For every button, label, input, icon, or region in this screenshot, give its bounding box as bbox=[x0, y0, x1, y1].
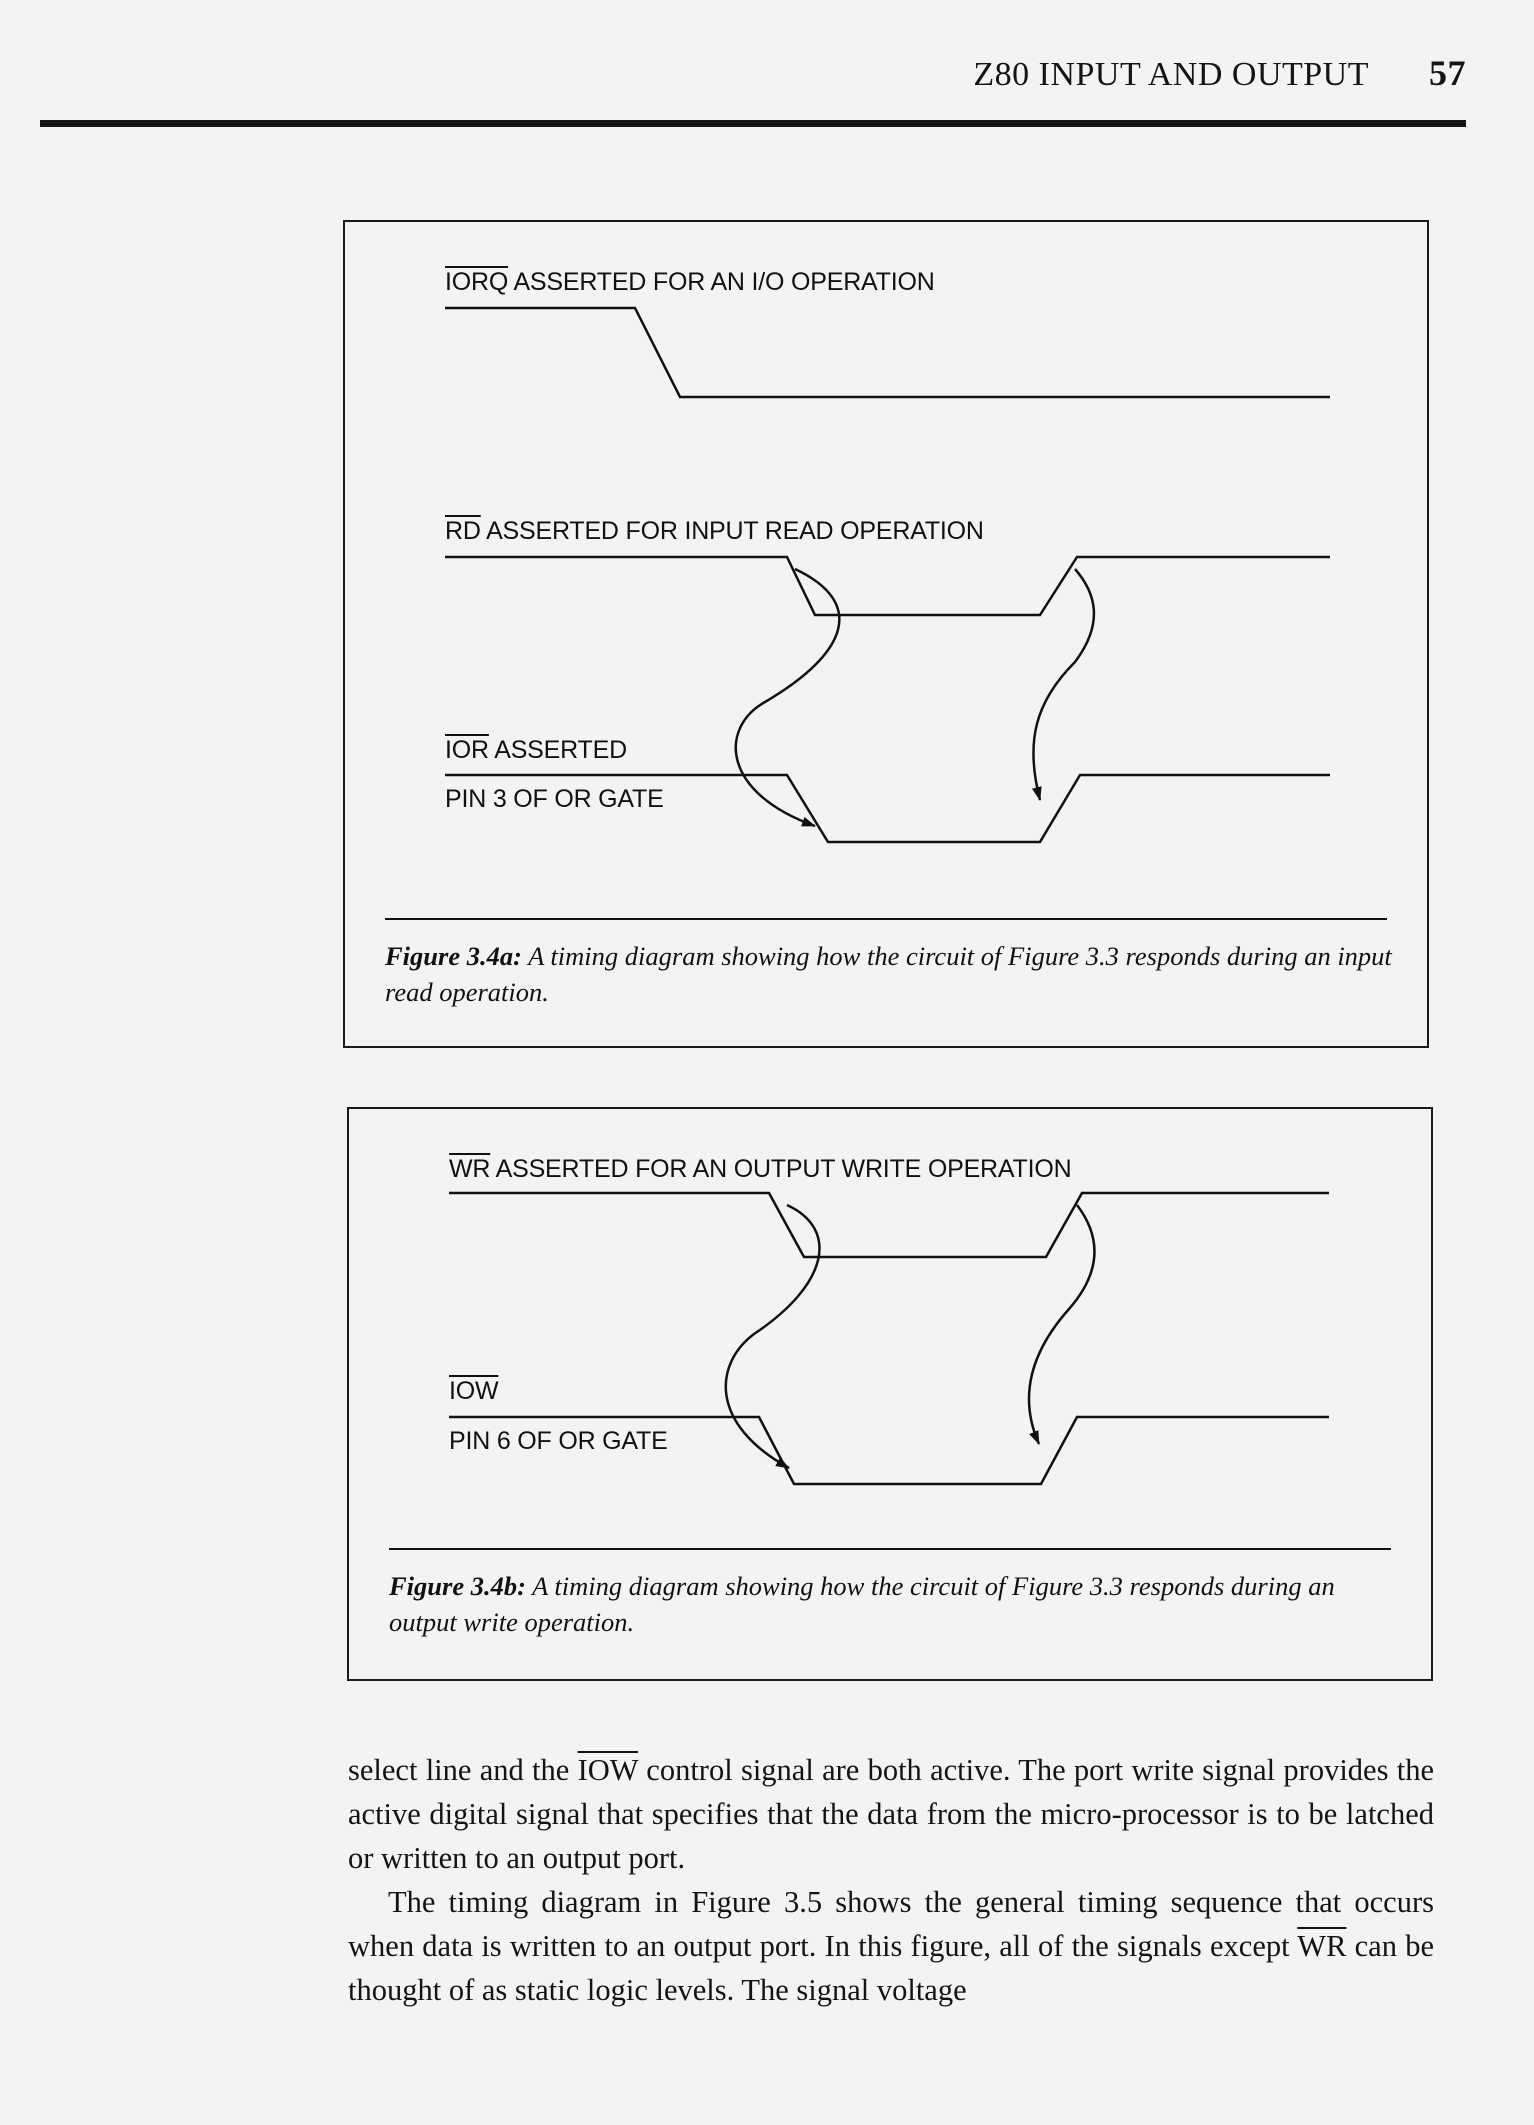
figure-caption-b: Figure 3.4b: A timing diagram showing how the circuit of Figure 3.3 responds during an output write operation. bbox=[389, 1571, 1335, 1637]
figure-caption-a: Figure 3.4a: A timing diagram showing how the circuit of Figure 3.3 responds during an input read operation. bbox=[385, 941, 1392, 1007]
page-header bbox=[0, 52, 1466, 94]
paragraph-1: select line and the $\overline{IOW}$ control signal are both active. The port write signal provides the active digital signal that specifies that the data from the micro-processor is to be latched or written to an output port. bbox=[348, 1753, 1434, 1875]
wr-label: $\overline{WR}$ ASSERTED FOR AN OUTPUT WRITE OPERATION bbox=[449, 1155, 1072, 1183]
iow-label: $\overline{IOW}$ bbox=[449, 1377, 499, 1405]
rd-waveform bbox=[445, 557, 1330, 615]
figure-3-4b bbox=[347, 1107, 1433, 1681]
header-rule bbox=[40, 120, 1466, 127]
iorq-waveform bbox=[445, 308, 1330, 397]
causal-arrow-falling bbox=[736, 569, 840, 826]
causal-arrow-rising bbox=[1029, 1205, 1094, 1444]
running-title: Z80 INPUT AND OUTPUT bbox=[973, 56, 1369, 93]
wr-waveform bbox=[449, 1193, 1329, 1257]
causal-arrow-falling bbox=[726, 1205, 820, 1468]
paragraph-2: The timing diagram in Figure 3.5 shows the general timing sequence that occurs when data is written to an output port. In this figure, all of the signals except $\overline{WR}$ can be thought of as static logic levels. The signal voltage bbox=[348, 1885, 1434, 2007]
rd-label: $\overline{RD}$ ASSERTED FOR INPUT READ OPERATION bbox=[445, 517, 984, 545]
causal-arrow-rising bbox=[1033, 569, 1094, 800]
pin3-label: PIN 3 OF OR GATE bbox=[445, 785, 664, 813]
pin6-label: PIN 6 OF OR GATE bbox=[449, 1427, 668, 1455]
figure-3-4a bbox=[343, 220, 1429, 1048]
iorq-label: IORQ ASSERTED FOR AN I/O OPERATION bbox=[445, 268, 935, 296]
ior-label: $\overline{IOR}$ ASSERTED bbox=[445, 736, 627, 764]
page-number: 57 bbox=[1429, 53, 1466, 93]
timing-diagram-a bbox=[345, 222, 1431, 1050]
